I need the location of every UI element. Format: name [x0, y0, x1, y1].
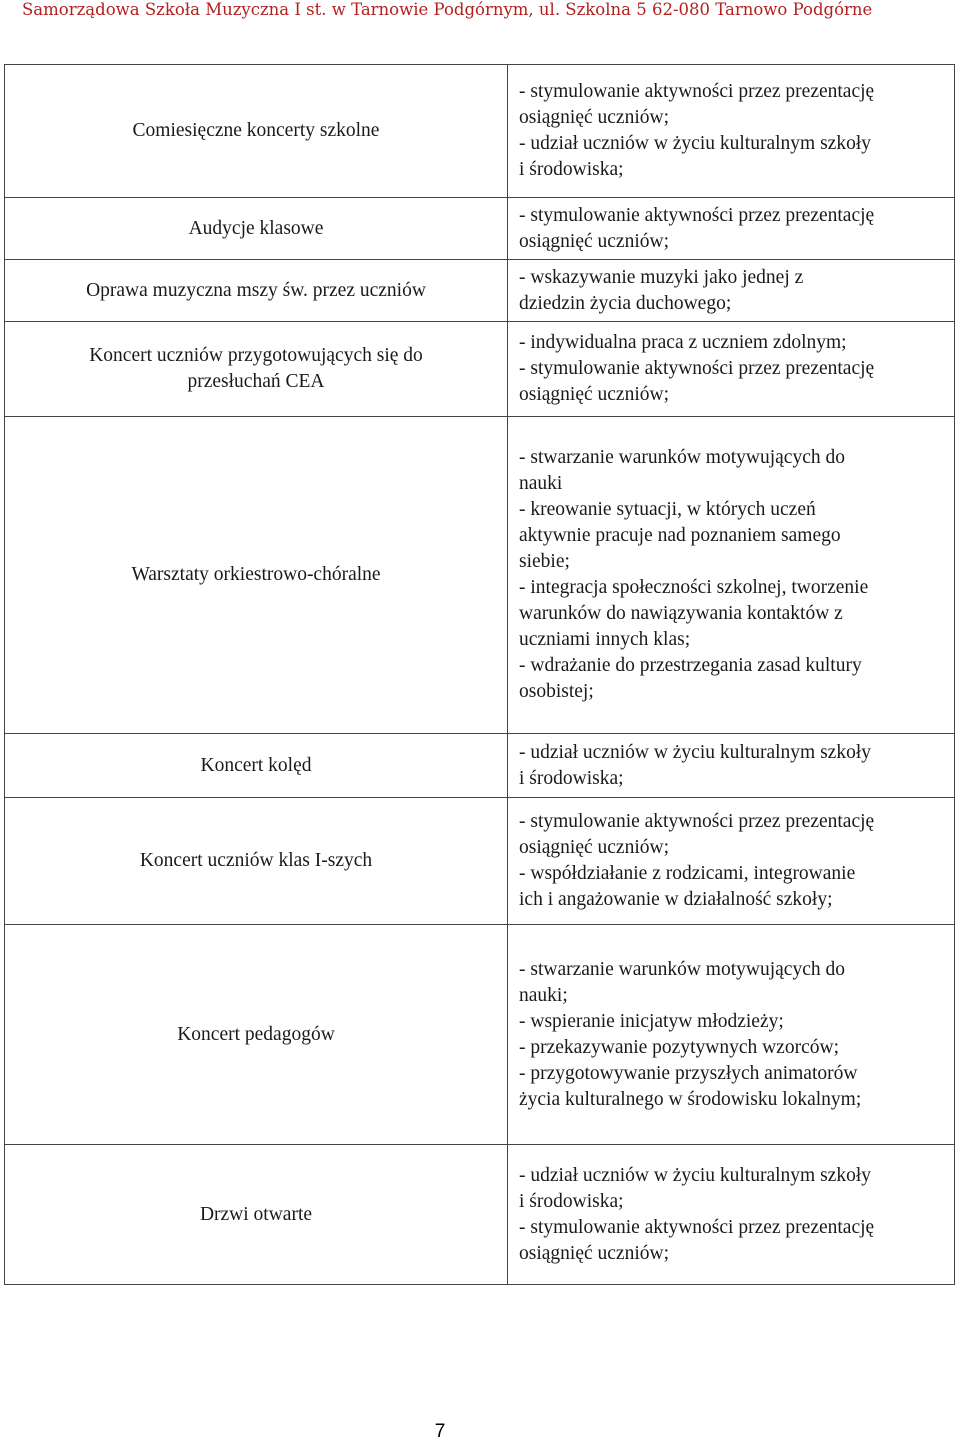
- activity-name: Drzwi otwarte: [5, 1145, 508, 1285]
- goal-line: osiągnięć uczniów;: [519, 837, 669, 858]
- activity-goals: [508, 417, 955, 734]
- table-row: [5, 260, 955, 322]
- activities-table: [4, 64, 955, 1285]
- goal-line: - stymulowanie aktywności przez prezentację: [519, 358, 875, 379]
- goal-line: aktywnie pracuje nad poznaniem samego: [519, 525, 841, 546]
- activity-goals: [508, 65, 955, 198]
- activity-goals: [508, 198, 955, 260]
- table-row: [5, 798, 955, 925]
- activity-goals: [508, 798, 955, 925]
- goal-line: - stwarzanie warunków motywujących do: [519, 958, 845, 980]
- goal-line: - stymulowanie aktywności przez prezentację: [519, 811, 875, 832]
- activity-goals: [508, 734, 955, 798]
- goal-line: uczniami innych klas;: [519, 629, 691, 650]
- goal-line: - wdrażanie do przestrzegania zasad kultury: [519, 655, 862, 676]
- goal-line: - wskazywanie muzyki jako jednej z: [519, 266, 804, 288]
- goal-line: - udział uczniów w życiu kulturalnym szkoły: [519, 133, 871, 154]
- goal-line: i środowiska;: [519, 159, 624, 180]
- goal-line: ich i angażowanie w działalność szkoły;: [519, 889, 833, 910]
- activity-name: Audycje klasowe: [5, 198, 508, 260]
- goal-line: siebie;: [519, 551, 570, 572]
- activity-name: Oprawa muzyczna mszy św. przez uczniów: [5, 260, 508, 322]
- goal-line: - przekazywanie pozytywnych wzorców;: [519, 1036, 839, 1058]
- goal-line: warunków do nawiązywania kontaktów z: [519, 603, 843, 624]
- goal-line: - wspieranie inicjatyw młodzieży;: [519, 1010, 784, 1032]
- page-number: 7: [434, 1421, 446, 1442]
- goal-line: i środowiska;: [519, 1190, 624, 1212]
- activity-name-line: Koncert uczniów przygotowujących się do: [89, 345, 423, 366]
- table-row: [5, 734, 955, 798]
- activity-goals: [508, 260, 955, 322]
- goal-line: dziedzin życia duchowego;: [519, 292, 732, 314]
- goal-line: - przygotowywanie przyszłych animatorów: [519, 1062, 858, 1084]
- goal-line: - stymulowanie aktywności przez prezentację: [519, 1216, 875, 1238]
- goal-line: nauki: [519, 473, 563, 494]
- goal-line: - stwarzanie warunków motywujących do: [519, 447, 845, 468]
- table-row: [5, 925, 955, 1145]
- activity-name: [5, 322, 508, 417]
- goal-line: - integracja społeczności szkolnej, tworzenie: [519, 577, 869, 598]
- table-row: [5, 1145, 955, 1285]
- table-row: [5, 322, 955, 417]
- goal-line: życia kulturalnego w środowisku lokalnym;: [519, 1088, 862, 1110]
- goal-line: - udział uczniów w życiu kulturalnym szkoły: [519, 1164, 871, 1186]
- goal-line: - indywidualna praca z uczniem zdolnym;: [519, 332, 847, 353]
- activity-name: Warsztaty orkiestrowo-chóralne: [5, 417, 508, 734]
- goal-line: - stymulowanie aktywności przez prezentację: [519, 81, 875, 102]
- goal-line: osobistej;: [519, 681, 594, 702]
- table-row: [5, 65, 955, 198]
- goal-line: osiągnięć uczniów;: [519, 384, 669, 405]
- goal-line: osiągnięć uczniów;: [519, 230, 669, 252]
- goal-line: i środowiska;: [519, 767, 624, 789]
- goal-line: - kreowanie sytuacji, w których uczeń: [519, 499, 816, 520]
- goal-line: - współdziałanie z rodzicami, integrowanie: [519, 863, 856, 884]
- goal-line: osiągnięć uczniów;: [519, 1242, 669, 1264]
- activity-goals: [508, 1145, 955, 1285]
- goal-line: - udział uczniów w życiu kulturalnym szkoły: [519, 741, 871, 763]
- page-header: Samorządowa Szkoła Muzyczna I st. w Tarnowie Podgórnym, ul. Szkolna 5 62-080 Tarnowo Podgórne: [22, 0, 873, 19]
- activity-name: Koncert kolęd: [5, 734, 508, 798]
- activity-name: Koncert pedagogów: [5, 925, 508, 1145]
- goal-line: nauki;: [519, 984, 568, 1006]
- activity-name: Comiesięczne koncerty szkolne: [5, 65, 508, 198]
- activity-name: Koncert uczniów klas I-szych: [5, 798, 508, 925]
- activity-goals: [508, 925, 955, 1145]
- table-row: [5, 417, 955, 734]
- activity-goals: [508, 322, 955, 417]
- goal-line: - stymulowanie aktywności przez prezentację: [519, 204, 875, 226]
- table-row: [5, 198, 955, 260]
- activity-name-line: przesłuchań CEA: [187, 371, 325, 392]
- goal-line: osiągnięć uczniów;: [519, 107, 669, 128]
